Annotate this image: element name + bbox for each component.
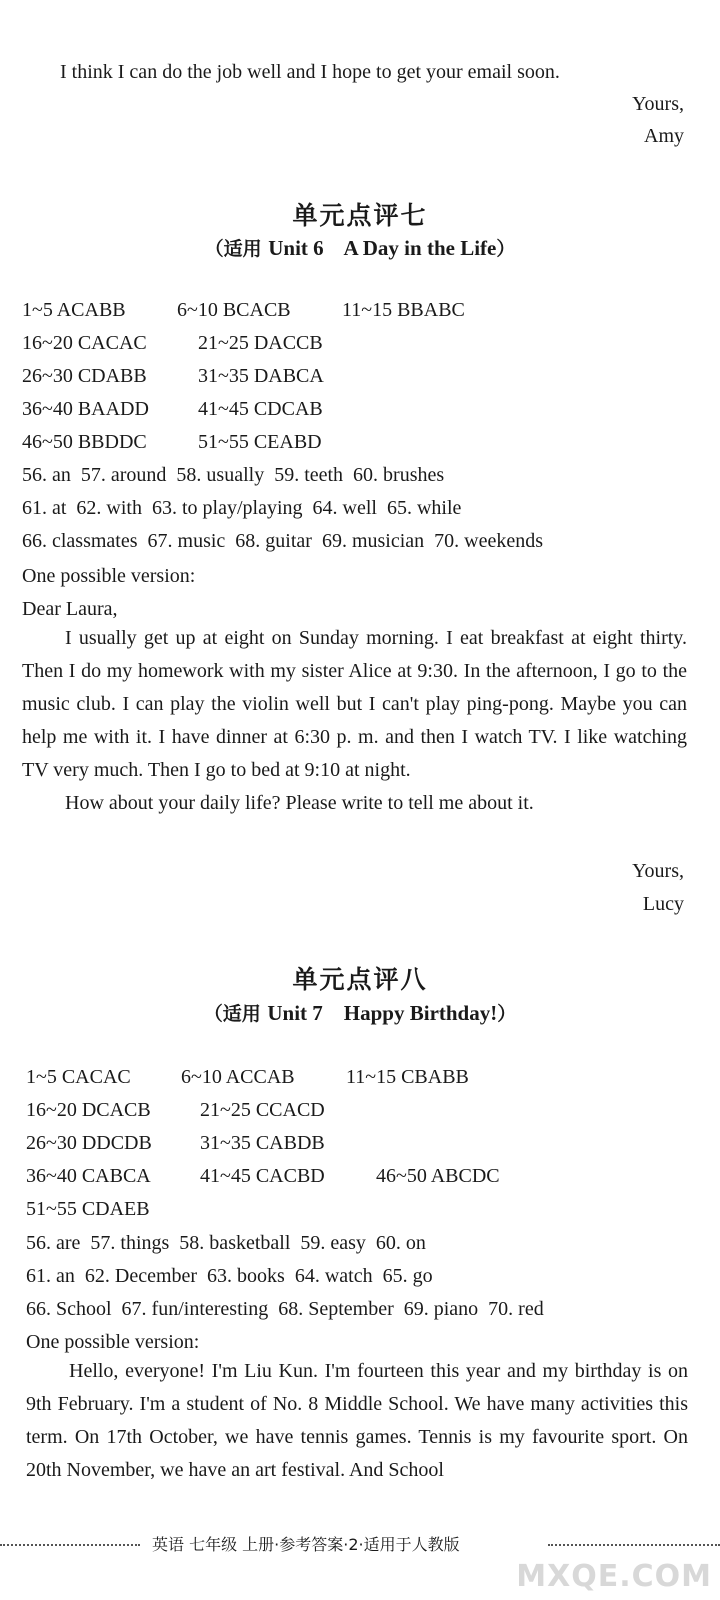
signoff-name: Amy (644, 125, 684, 147)
section8-subtitle (0, 999, 720, 1026)
site-watermark: MXQE.COM (516, 1559, 712, 1594)
section8-subtitle-close: ） (497, 1003, 517, 1025)
letter-paragraph: I usually get up at eight on Sunday morning. I eat breakfast at eight thirty. Then I do my homework with my sister Alice at 9:30. In the afternoon, I go to the music club. I can play the violin well but I can't play ping-pong. Maybe you can help me with it. I have dinner at 6:30 p. m. and then I watch TV. I like watching TV very much. Then I go to bed at 9:10 at night. (22, 627, 687, 781)
answer-group: 41~45 CACBD (200, 1165, 325, 1187)
footer-text: 英语 七年级 上册·参考答案·2·适用于人教版 (152, 1535, 460, 1554)
page-footer (0, 1532, 720, 1562)
footer-divider-left (0, 1544, 140, 1546)
answer-group: 11~15 BBABC (342, 299, 465, 321)
blank-answers-line: 66. classmates 67. music 68. guitar 69. musician 70. weekends (22, 530, 544, 552)
answer-group: 51~55 CDAEB (26, 1198, 150, 1220)
answer-group: 21~25 DACCB (198, 332, 323, 354)
answer-row (26, 1166, 500, 1186)
answer-group: 36~40 CABCA (26, 1165, 151, 1187)
blank-answers-line: 61. at 62. with 63. to play/playing 64. well 65. while (22, 497, 462, 519)
signoff-yours: Yours, (632, 93, 684, 115)
answer-row (22, 366, 324, 386)
blank-answers-line: 56. are 57. things 58. basketball 59. easy 60. on (26, 1232, 426, 1254)
closing-line: I think I can do the job well and I hope to get your email soon. (60, 61, 560, 83)
answer-group: 41~45 CDCAB (198, 398, 323, 420)
answer-group: 31~35 CABDB (200, 1132, 325, 1154)
answer-row (26, 1199, 150, 1219)
answer-group: 1~5 CACAC (26, 1066, 131, 1088)
essay-body (26, 1355, 688, 1487)
answer-row (22, 432, 322, 452)
blank-answers-line: 56. an 57. around 58. usually 59. teeth 60. brushes (22, 464, 445, 486)
answer-group: 51~55 CEABD (198, 431, 322, 453)
answer-group: 46~50 BBDDC (22, 431, 147, 453)
answer-group: 11~15 CBABB (346, 1066, 469, 1088)
answer-group: 21~25 CCACD (200, 1099, 325, 1121)
answer-group: 6~10 ACCAB (181, 1066, 295, 1088)
answer-group: 1~5 ACABB (22, 299, 126, 321)
answer-row (22, 399, 323, 419)
answer-group: 16~20 CACAC (22, 332, 147, 354)
section8-subtitle-main: Unit 7 Happy Birthday! (267, 1001, 498, 1025)
section7-subtitle (0, 234, 720, 261)
letter-greeting: Dear Laura, (22, 598, 118, 620)
section7-subtitle-close: ） (496, 238, 516, 260)
version-label: One possible version: (22, 565, 196, 587)
footer-divider-right (548, 1544, 720, 1546)
letter-paragraph: How about your daily life? Please write to tell me about it. (65, 792, 534, 814)
answer-group: 31~35 DABCA (198, 365, 324, 387)
blank-answers-line: 61. an 62. December 63. books 64. watch 65. go (26, 1265, 433, 1287)
answer-group: 26~30 DDCDB (26, 1132, 152, 1154)
answer-group: 16~20 DCACB (26, 1099, 151, 1121)
answer-row (26, 1067, 469, 1087)
answer-group: 6~10 BCACB (177, 299, 291, 321)
version-label: One possible version: (26, 1331, 200, 1353)
section7-title: 单元点评七 (292, 201, 428, 230)
answer-row (22, 300, 465, 320)
answer-row (26, 1100, 325, 1120)
answer-row (22, 333, 323, 353)
signoff-name: Lucy (642, 893, 684, 915)
blank-answers-line: 66. School 67. fun/interesting 68. September 69. piano 70. red (26, 1298, 544, 1320)
section8-title: 单元点评八 (292, 965, 428, 994)
essay-paragraph: Hello, everyone! I'm Liu Kun. I'm fourteen this year and my birthday is on 9th February. I'm a student of No. 8 Middle School. We have many activities this term. On 17th October, we have tennis games. Tennis is my favourite sport. On 20th November, we have an art festival. And School (26, 1360, 688, 1481)
section7-subtitle-open: （适用 (204, 238, 269, 260)
letter-body (22, 622, 687, 820)
answer-group: 26~30 CDABB (22, 365, 147, 387)
answer-group: 36~40 BAADD (22, 398, 149, 420)
section7-subtitle-main: Unit 6 A Day in the Life (268, 236, 497, 260)
signoff-yours: Yours, (632, 860, 684, 882)
answer-row (26, 1133, 325, 1153)
answer-group: 46~50 ABCDC (376, 1165, 500, 1187)
section8-subtitle-open: （适用 (203, 1003, 268, 1025)
